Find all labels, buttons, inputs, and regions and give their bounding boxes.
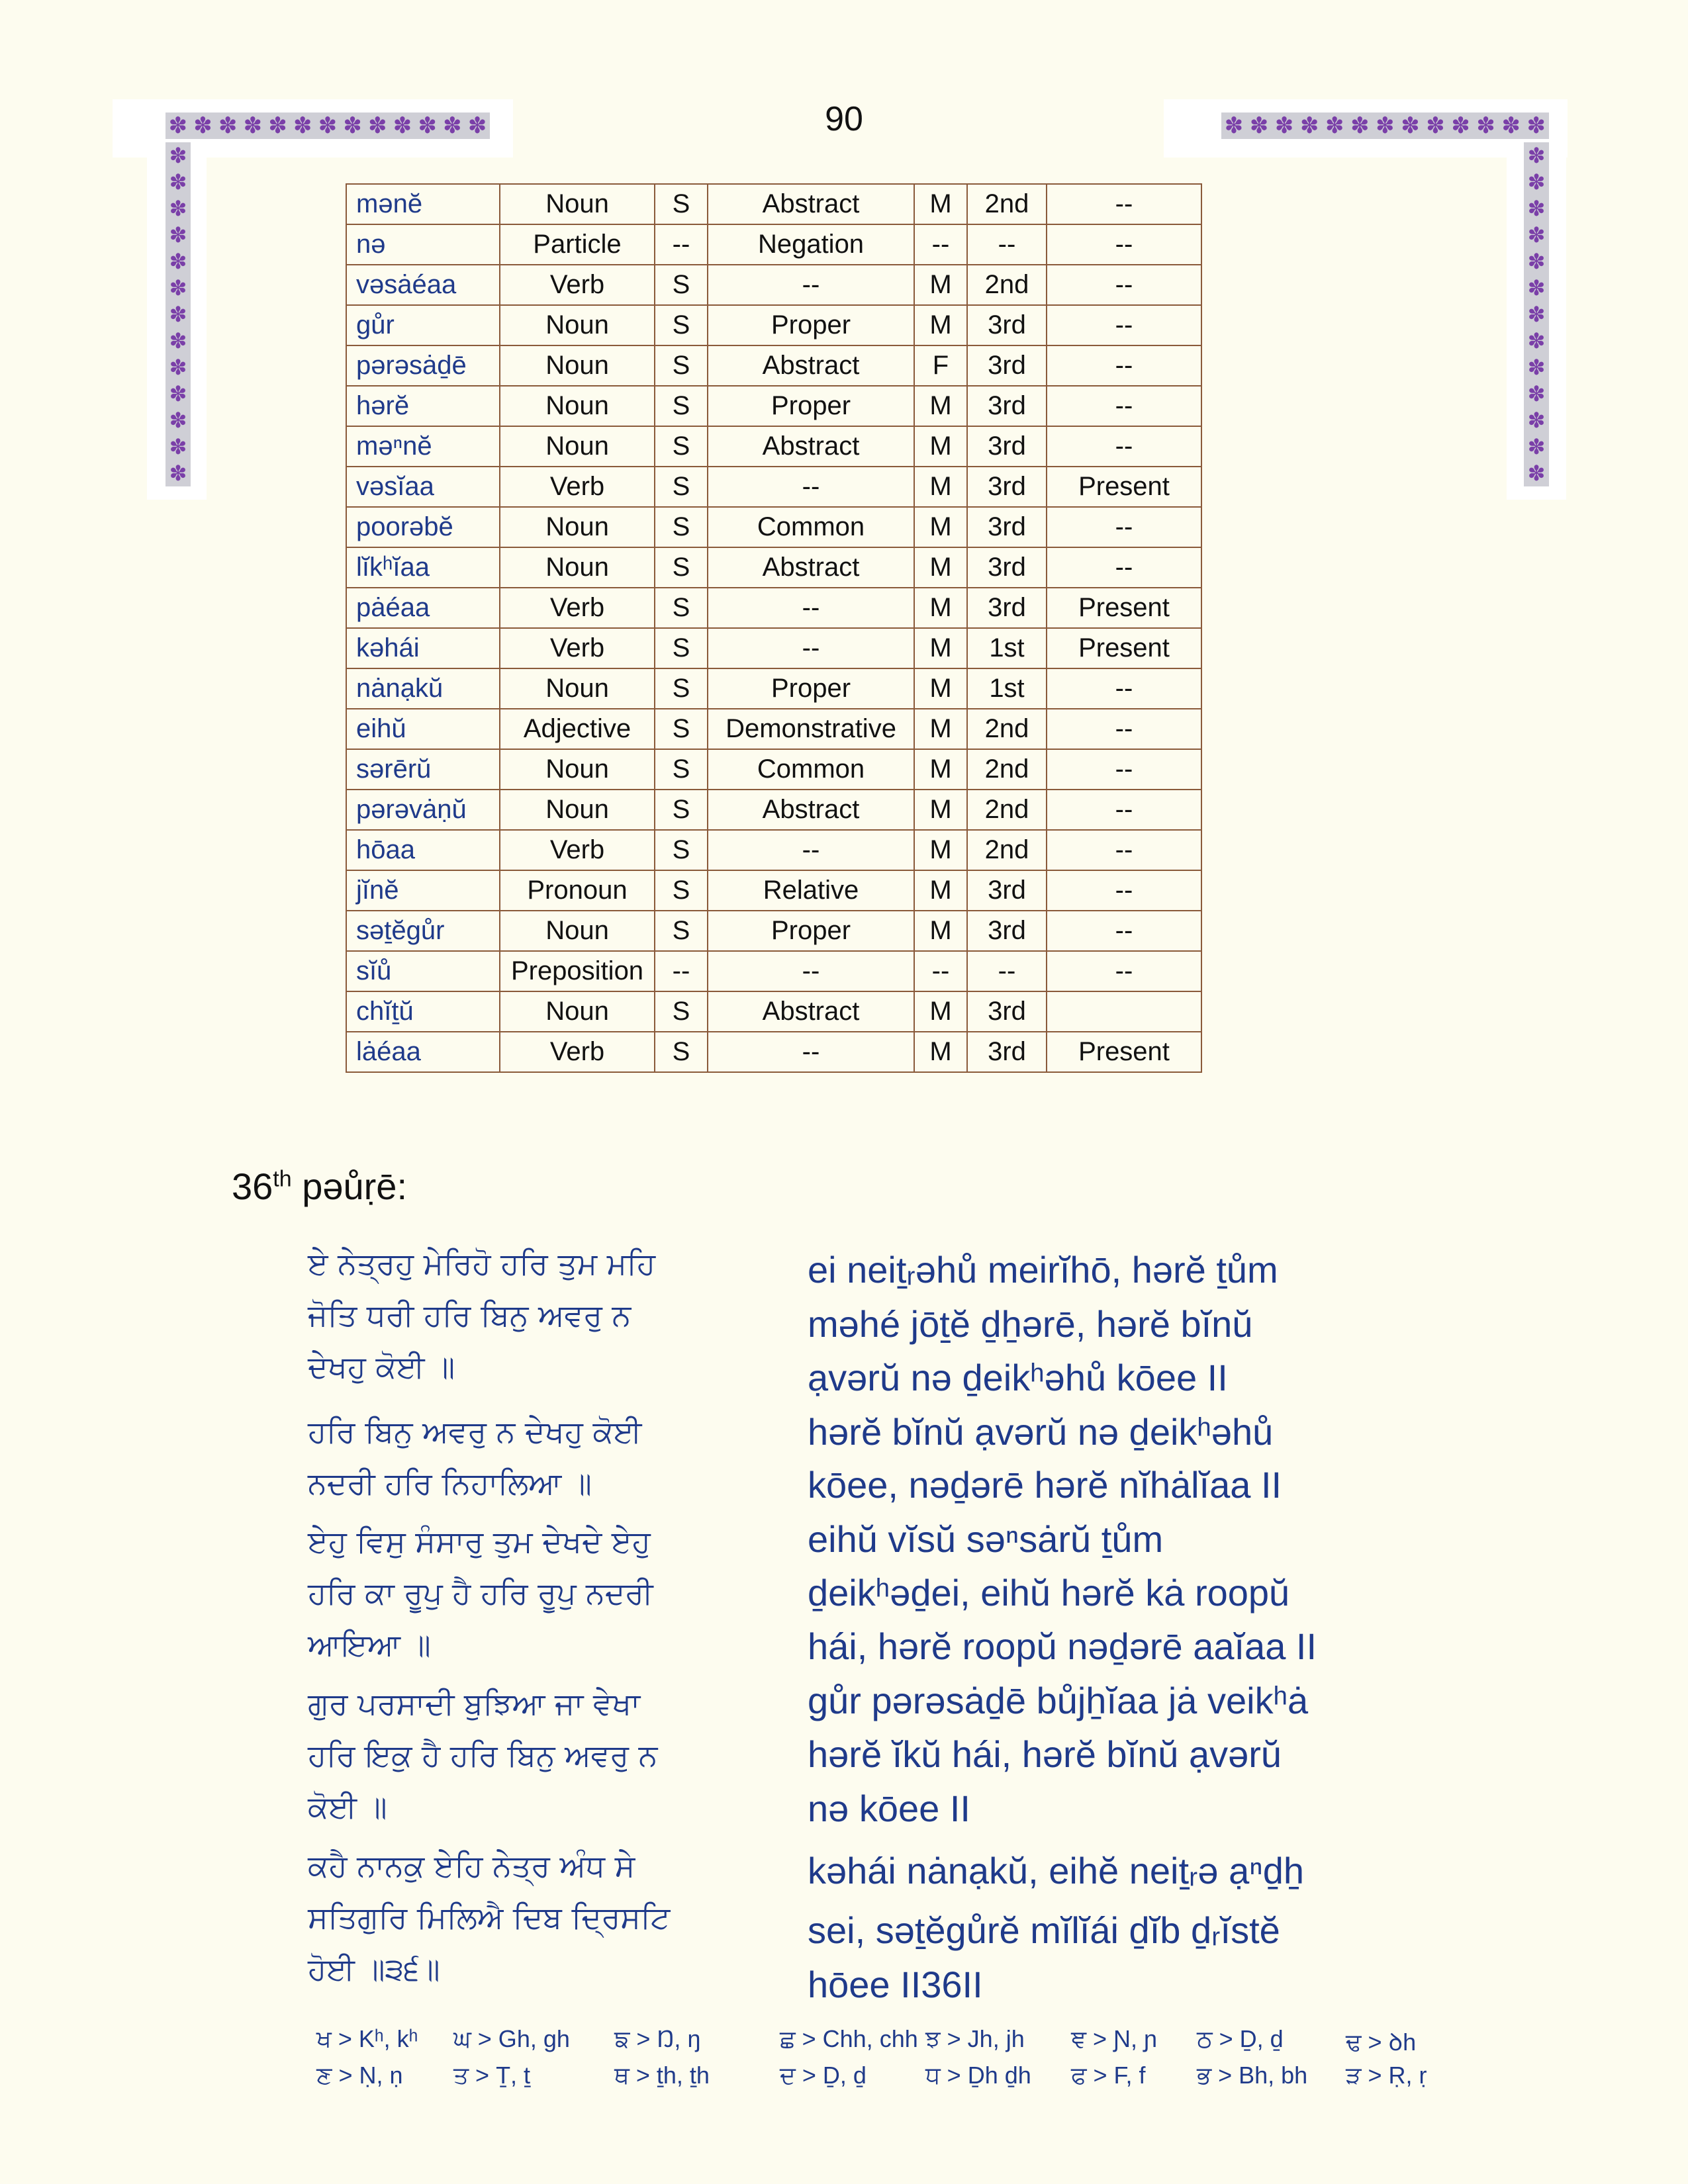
cell-person: 2nd (967, 830, 1047, 870)
cell-number: -- (655, 951, 708, 991)
flower-icon: ✽ (169, 434, 187, 459)
cell-person: 2nd (967, 265, 1047, 305)
cell-tense: Present (1047, 588, 1201, 628)
cell-gender: M (914, 709, 967, 749)
cell-person: 2nd (967, 709, 1047, 749)
table-row (346, 1032, 1201, 1072)
transliteration-line: eihŭ vĭsŭ səⁿsȧrŭ ṯům (808, 1518, 1164, 1560)
cell-word: poorəbĕ (346, 507, 500, 547)
flower-icon: ✽ (218, 113, 238, 139)
cell-tense (1047, 991, 1201, 1032)
flower-icon: ✽ (1451, 113, 1470, 139)
flower-icon: ✽ (368, 113, 387, 139)
cell-part-of-speech: Pronoun (500, 870, 655, 911)
flower-icon: ✽ (1401, 113, 1420, 139)
cell-tense: -- (1047, 870, 1201, 911)
flower-icon: ✽ (343, 113, 362, 139)
cell-word: nȧnạkŭ (346, 668, 500, 709)
cell-number: S (655, 790, 708, 830)
cell-type: -- (708, 830, 914, 870)
transliteration-line: nə kōee II (808, 1788, 970, 1829)
cell-type: -- (708, 951, 914, 991)
cell-part-of-speech: Verb (500, 588, 655, 628)
transliteration-line: kōee, nəḏərē hərĕ nĭhȧlĭaa II (808, 1464, 1282, 1506)
transliteration-line: sei, səṯĕgůrĕ mĭlĭái ḏĭb ḏᵣĭstĕ (808, 1909, 1280, 1951)
cell-tense: -- (1047, 265, 1201, 305)
cell-number: S (655, 830, 708, 870)
cell-word: pərəsȧḏē (346, 345, 500, 386)
transliteration-line: hōee II36II (808, 1964, 983, 2005)
cell-part-of-speech: Verb (500, 1032, 655, 1072)
flower-icon: ✽ (1527, 461, 1546, 486)
cell-number: S (655, 345, 708, 386)
cell-person: 3rd (967, 305, 1047, 345)
cell-tense: -- (1047, 790, 1201, 830)
legend-item: ਫ > F, f (1071, 2062, 1146, 2089)
legend-item: ਤ > Ṯ, ṯ (453, 2062, 531, 2089)
table-row (346, 224, 1201, 265)
table-row (346, 588, 1201, 628)
table-row (346, 991, 1201, 1032)
cell-part-of-speech: Noun (500, 184, 655, 224)
cell-gender: -- (914, 951, 967, 991)
cell-number: S (655, 870, 708, 911)
transliteration-line: hərĕ bĭnŭ ạvərŭ nə ḏeikʰəhů (808, 1411, 1274, 1453)
stanza-ordinal: th (273, 1166, 292, 1192)
flower-icon: ✽ (169, 249, 187, 274)
cell-type: Demonstrative (708, 709, 914, 749)
cell-gender: -- (914, 224, 967, 265)
gurmukhi-line: ਏ ਨੇਤ੍ਰਹੁ ਮੇਰਿਹੋ ਹਰਿ ਤੁਮ ਮਹਿ (308, 1246, 656, 1281)
cell-number: S (655, 1032, 708, 1072)
flower-icon: ✽ (443, 113, 462, 139)
gurmukhi-line: ਹਰਿ ਕਾ ਰੂਪੁ ਹੈ ਹਰਿ ਰੂਪੁ ਨਦਰੀ (308, 1575, 653, 1611)
cell-number: S (655, 184, 708, 224)
cell-type: Abstract (708, 345, 914, 386)
flower-icon: ✽ (293, 113, 312, 139)
cell-type: Negation (708, 224, 914, 265)
cell-tense: Present (1047, 467, 1201, 507)
cell-number: -- (655, 224, 708, 265)
stanza-heading (232, 1165, 407, 1208)
gurmukhi-line: ਆਇਆ ॥ (308, 1627, 431, 1662)
cell-gender: M (914, 184, 967, 224)
flower-icon: ✽ (1527, 328, 1546, 353)
flower-icon: ✽ (1527, 196, 1546, 221)
transliteration-line: ei neiṯᵣəhů meirĭhō, hərĕ ṯům (808, 1249, 1278, 1291)
transliteration-line: hərĕ ĭkŭ hái, hərĕ bĭnŭ ạvərŭ (808, 1733, 1282, 1775)
gurmukhi-line: ਹੋਈ ॥੩੬॥ (308, 1951, 440, 1987)
flower-icon: ✽ (268, 113, 287, 139)
cell-word: jĭnĕ (346, 870, 500, 911)
cell-person: 3rd (967, 991, 1047, 1032)
table-row (346, 507, 1201, 547)
table-row (346, 265, 1201, 305)
cell-word: məⁿnĕ (346, 426, 500, 467)
cell-number: S (655, 426, 708, 467)
flower-icon: ✽ (169, 302, 187, 327)
cell-person: 3rd (967, 507, 1047, 547)
flower-icon: ✽ (1527, 169, 1546, 195)
gurmukhi-line: ਕੋਈ ॥ (308, 1789, 387, 1825)
gurmukhi-line: ਸਤਿਗੁਰਿ ਮਿਲਿਐ ਦਿਬ ਦ੍ਰਿਸਟਿ (308, 1899, 671, 1935)
flower-icon: ✽ (1527, 275, 1546, 300)
cell-part-of-speech: Noun (500, 305, 655, 345)
cell-part-of-speech: Verb (500, 467, 655, 507)
flower-icon: ✽ (169, 143, 187, 168)
flower-icon: ✽ (1249, 113, 1269, 139)
flower-icon: ✽ (1527, 408, 1546, 433)
cell-gender: M (914, 547, 967, 588)
cell-type: Abstract (708, 790, 914, 830)
legend-item: ਙ > Ŋ, ŋ (614, 2025, 701, 2052)
table-row (346, 870, 1201, 911)
cell-word: pərəvȧṇŭ (346, 790, 500, 830)
legend-item: ਣ > Ṇ, ṇ (316, 2062, 403, 2089)
cell-gender: M (914, 668, 967, 709)
cell-number: S (655, 305, 708, 345)
cell-tense: -- (1047, 668, 1201, 709)
legend-item: ਢ > ꝺh (1346, 2028, 1417, 2056)
cell-part-of-speech: Noun (500, 911, 655, 951)
flower-icon: ✽ (393, 113, 412, 139)
cell-word: hōaa (346, 830, 500, 870)
flower-icon: ✽ (169, 196, 187, 221)
cell-number: S (655, 467, 708, 507)
cell-word: gůr (346, 305, 500, 345)
cell-number: S (655, 628, 708, 668)
table-row (346, 830, 1201, 870)
table-row (346, 749, 1201, 790)
cell-gender: M (914, 1032, 967, 1072)
legend-item: ਘ > Gh, gh (453, 2025, 570, 2052)
cell-person: 2nd (967, 790, 1047, 830)
flower-icon: ✽ (169, 381, 187, 406)
cell-type: -- (708, 265, 914, 305)
grammar-table (346, 183, 1202, 1073)
flower-border-top-left (165, 113, 490, 139)
cell-word: kəhái (346, 628, 500, 668)
flower-icon: ✽ (1527, 434, 1546, 459)
legend-item: ਛ > Chh, chh (780, 2025, 918, 2052)
gurmukhi-line: ਜੋਤਿ ਧਰੀ ਹਰਿ ਬਿਨੁ ਅਵਰੁ ਨ (308, 1297, 632, 1333)
cell-word: eihŭ (346, 709, 500, 749)
flower-icon: ✽ (169, 355, 187, 380)
cell-tense: -- (1047, 426, 1201, 467)
table-row (346, 345, 1201, 386)
cell-tense: -- (1047, 749, 1201, 790)
flower-icon: ✽ (169, 461, 187, 486)
cell-gender: M (914, 628, 967, 668)
flower-icon: ✽ (1501, 113, 1521, 139)
flower-border-right (1524, 142, 1549, 486)
cell-type: Relative (708, 870, 914, 911)
legend-item: ਧ > Ḏh ḏh (925, 2062, 1031, 2089)
flower-icon: ✽ (1426, 113, 1445, 139)
cell-type: Abstract (708, 426, 914, 467)
cell-part-of-speech: Adjective (500, 709, 655, 749)
cell-part-of-speech: Verb (500, 628, 655, 668)
cell-gender: M (914, 467, 967, 507)
flower-icon: ✽ (169, 328, 187, 353)
cell-gender: M (914, 911, 967, 951)
cell-type: Proper (708, 305, 914, 345)
table-row (346, 547, 1201, 588)
flower-icon: ✽ (169, 222, 187, 248)
cell-person: 1st (967, 668, 1047, 709)
flower-icon: ✽ (1527, 381, 1546, 406)
cell-gender: M (914, 265, 967, 305)
cell-type: Proper (708, 911, 914, 951)
flower-icon: ✽ (1526, 113, 1546, 139)
cell-type: -- (708, 628, 914, 668)
cell-tense: -- (1047, 305, 1201, 345)
cell-type: Abstract (708, 184, 914, 224)
legend-item: ਠ > Ḏ, ḏ (1197, 2025, 1284, 2052)
legend-item: ਝ > Jh, jh (925, 2025, 1025, 2052)
cell-gender: M (914, 426, 967, 467)
cell-person: 2nd (967, 184, 1047, 224)
cell-type: -- (708, 467, 914, 507)
cell-number: S (655, 507, 708, 547)
cell-person: 3rd (967, 426, 1047, 467)
cell-number: S (655, 668, 708, 709)
gurmukhi-line: ਦੇਖਹੁ ਕੋਈ ॥ (308, 1349, 455, 1385)
cell-part-of-speech: Verb (500, 265, 655, 305)
cell-person: 3rd (967, 1032, 1047, 1072)
cell-word: lĭkʰĭaa (346, 547, 500, 588)
legend-item: ਥ > ṯh, ṯh (614, 2062, 710, 2089)
cell-part-of-speech: Noun (500, 386, 655, 426)
cell-type: Proper (708, 668, 914, 709)
cell-part-of-speech: Preposition (500, 951, 655, 991)
cell-type: -- (708, 588, 914, 628)
cell-number: S (655, 547, 708, 588)
gurmukhi-line: ਹਰਿ ਬਿਨੁ ਅਵਰੁ ਨ ਦੇਖਹੁ ਕੋਈ (308, 1414, 642, 1449)
cell-tense: -- (1047, 830, 1201, 870)
flower-icon: ✽ (318, 113, 338, 139)
gurmukhi-line: ਹਰਿ ਇਕੁ ਹੈ ਹਰਿ ਬਿਨੁ ਅਵਰੁ ਨ (308, 1737, 658, 1773)
cell-tense: -- (1047, 951, 1201, 991)
cell-word: chĭṯŭ (346, 991, 500, 1032)
flower-icon: ✽ (1527, 222, 1546, 248)
cell-gender: M (914, 870, 967, 911)
cell-gender: M (914, 305, 967, 345)
gurmukhi-line: ਕਹੈ ਨਾਨਕੁ ਏਹਿ ਨੇਤ੍ਰ ਅੰਧ ਸੇ (308, 1848, 635, 1884)
flower-icon: ✽ (1325, 113, 1344, 139)
cell-gender: M (914, 830, 967, 870)
cell-person: 2nd (967, 749, 1047, 790)
flower-icon: ✽ (1527, 249, 1546, 274)
cell-part-of-speech: Noun (500, 426, 655, 467)
cell-gender: F (914, 345, 967, 386)
flower-icon: ✽ (169, 408, 187, 433)
stanza-number: 36 (232, 1165, 273, 1207)
cell-type: Abstract (708, 547, 914, 588)
cell-word: sĭů (346, 951, 500, 991)
flower-icon: ✽ (1299, 113, 1319, 139)
cell-gender: M (914, 749, 967, 790)
cell-person: 3rd (967, 386, 1047, 426)
transliteration-line: gůr pərəsȧḏē bůjẖĭaa jȧ veikʰȧ (808, 1680, 1309, 1721)
flower-icon: ✽ (243, 113, 263, 139)
cell-number: S (655, 991, 708, 1032)
cell-word: səṯĕgůr (346, 911, 500, 951)
transliteration-line: kəhái nȧnạkŭ, eihĕ neiṯᵣə ạⁿḏẖ (808, 1850, 1304, 1891)
flower-icon: ✽ (1527, 355, 1546, 380)
cell-type: Common (708, 749, 914, 790)
cell-person: 3rd (967, 467, 1047, 507)
legend-item: ਞ > Ɲ, ɲ (1071, 2025, 1158, 2052)
transliteration-line: hái, hərĕ roopŭ nəḏərē aaĭaa II (808, 1625, 1317, 1667)
flower-icon: ✽ (467, 113, 487, 139)
cell-tense: -- (1047, 547, 1201, 588)
table-row (346, 911, 1201, 951)
cell-part-of-speech: Noun (500, 668, 655, 709)
flower-icon: ✽ (1274, 113, 1294, 139)
cell-person: 3rd (967, 588, 1047, 628)
flower-icon: ✽ (169, 169, 187, 195)
cell-number: S (655, 386, 708, 426)
cell-gender: M (914, 588, 967, 628)
flower-icon: ✽ (168, 113, 188, 139)
gurmukhi-line: ਏਹੁ ਵਿਸੁ ਸੰਸਾਰੁ ਤੁਮ ਦੇਖਦੇ ਏਹੁ (308, 1524, 651, 1559)
cell-tense: -- (1047, 507, 1201, 547)
flower-icon: ✽ (193, 113, 212, 139)
cell-number: S (655, 265, 708, 305)
table-row (346, 709, 1201, 749)
legend-item: ਦ > Ḏ, ḏ (780, 2062, 867, 2089)
table-row (346, 668, 1201, 709)
cell-part-of-speech: Noun (500, 790, 655, 830)
cell-part-of-speech: Noun (500, 345, 655, 386)
flower-icon: ✽ (1350, 113, 1370, 139)
cell-tense: Present (1047, 1032, 1201, 1072)
flower-icon: ✽ (1527, 143, 1546, 168)
legend-item: ੜ > Ṛ, ṛ (1346, 2062, 1427, 2089)
table-row (346, 386, 1201, 426)
cell-number: S (655, 588, 708, 628)
flower-icon: ✽ (1376, 113, 1395, 139)
cell-person: -- (967, 951, 1047, 991)
table-row (346, 305, 1201, 345)
cell-number: S (655, 709, 708, 749)
flower-border-left (165, 142, 191, 486)
cell-number: S (655, 749, 708, 790)
cell-part-of-speech: Noun (500, 749, 655, 790)
transliteration-line: ḏeikʰəḏei, eihŭ hərĕ kȧ roopŭ (808, 1572, 1290, 1614)
flower-icon: ✽ (418, 113, 437, 139)
cell-gender: M (914, 386, 967, 426)
cell-number: S (655, 911, 708, 951)
flower-icon: ✽ (1224, 113, 1244, 139)
cell-word: nə (346, 224, 500, 265)
table-row (346, 184, 1201, 224)
flower-icon: ✽ (1476, 113, 1495, 139)
cell-word: hərĕ (346, 386, 500, 426)
cell-type: -- (708, 1032, 914, 1072)
flower-icon: ✽ (169, 275, 187, 300)
cell-tense: -- (1047, 184, 1201, 224)
cell-word: lȧéaa (346, 1032, 500, 1072)
cell-type: Common (708, 507, 914, 547)
cell-word: sərērŭ (346, 749, 500, 790)
cell-tense: Present (1047, 628, 1201, 668)
cell-person: 3rd (967, 911, 1047, 951)
cell-part-of-speech: Noun (500, 507, 655, 547)
cell-person: 3rd (967, 870, 1047, 911)
page-number: 90 (825, 100, 863, 138)
gurmukhi-line: ਗੁਰ ਪਰਸਾਦੀ ਬੁਝਿਆ ਜਾ ਵੇਖਾ (308, 1686, 641, 1721)
table-row (346, 790, 1201, 830)
cell-word: mənĕ (346, 184, 500, 224)
stanza-title: pəůṛē: (291, 1165, 407, 1207)
cell-person: 3rd (967, 345, 1047, 386)
legend-item: ਭ > Bh, bh (1197, 2062, 1308, 2089)
cell-tense: -- (1047, 386, 1201, 426)
cell-part-of-speech: Noun (500, 991, 655, 1032)
flower-icon: ✽ (1527, 302, 1546, 327)
transliteration-line: ạvərŭ nə ḏeikʰəhů kōee II (808, 1357, 1228, 1398)
table-row (346, 467, 1201, 507)
cell-type: Proper (708, 386, 914, 426)
table-row (346, 628, 1201, 668)
legend-item: ਖ > Kʰ, kʰ (316, 2025, 418, 2052)
cell-part-of-speech: Particle (500, 224, 655, 265)
cell-word: vəsĭaa (346, 467, 500, 507)
cell-person: -- (967, 224, 1047, 265)
cell-gender: M (914, 790, 967, 830)
transliteration-line: məhé jōṯĕ ḏẖərē, hərĕ bĭnŭ (808, 1303, 1253, 1345)
cell-part-of-speech: Verb (500, 830, 655, 870)
gurmukhi-line: ਨਦਰੀ ਹਰਿ ਨਿਹਾਲਿਆ ॥ (308, 1465, 592, 1501)
cell-person: 1st (967, 628, 1047, 668)
cell-tense: -- (1047, 911, 1201, 951)
cell-tense: -- (1047, 224, 1201, 265)
table-row (346, 951, 1201, 991)
cell-gender: M (914, 991, 967, 1032)
cell-gender: M (914, 507, 967, 547)
cell-tense: -- (1047, 709, 1201, 749)
flower-border-top-right (1221, 113, 1549, 139)
table-row (346, 426, 1201, 467)
cell-part-of-speech: Noun (500, 547, 655, 588)
cell-type: Abstract (708, 991, 914, 1032)
cell-tense: -- (1047, 345, 1201, 386)
cell-word: pȧéaa (346, 588, 500, 628)
cell-person: 3rd (967, 547, 1047, 588)
cell-word: vəsȧéaa (346, 265, 500, 305)
